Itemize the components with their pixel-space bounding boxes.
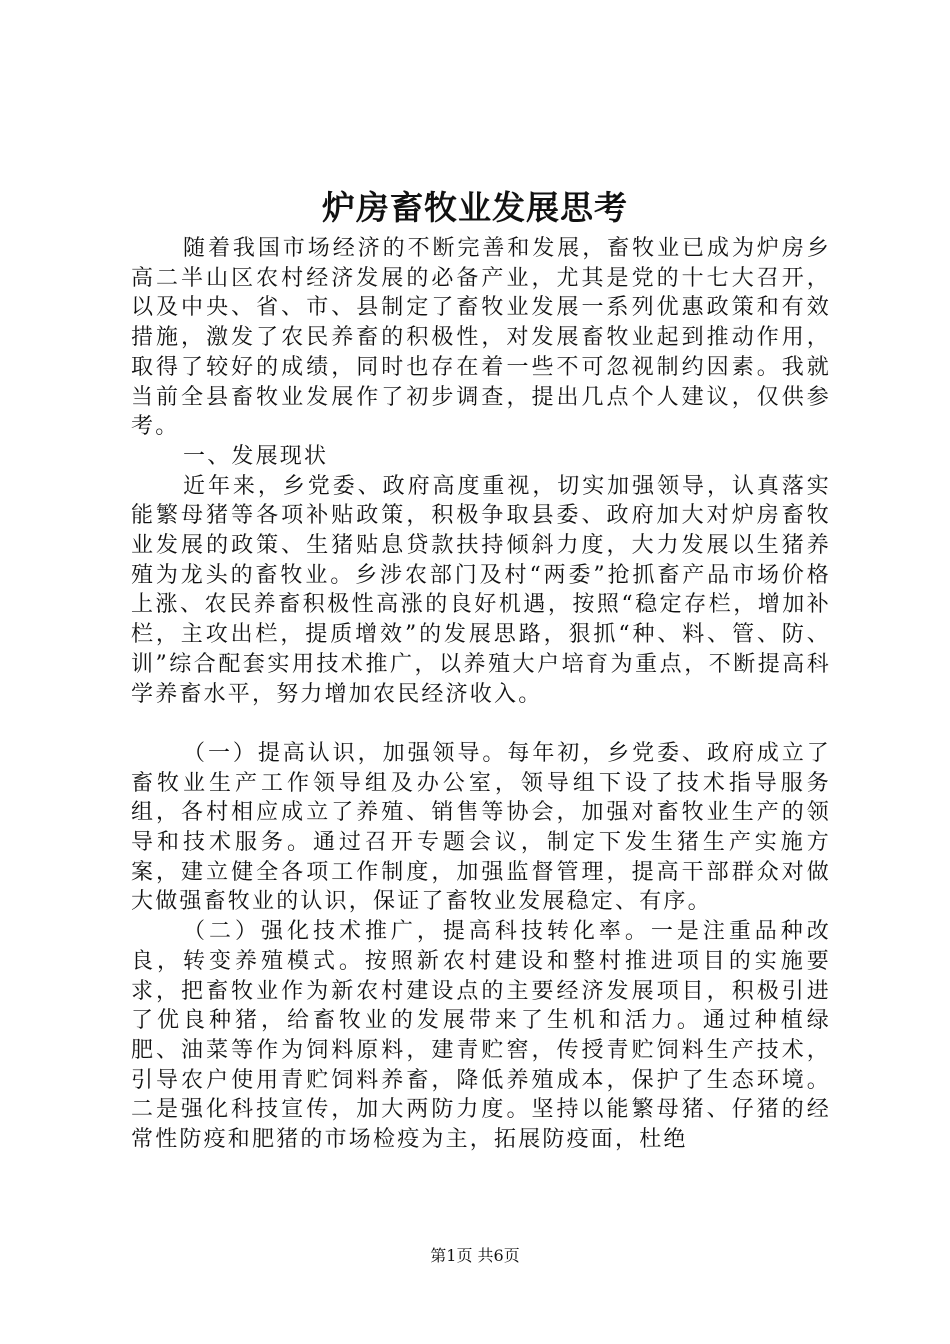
paragraph-status: 近年来，乡党委、政府高度重视，切实加强领导，认真落实能繁母猪等各项补贴政策，积极争取县委、政府加大对炉房畜牧业发展的政策、生猪贴息贷款扶持倾斜力度，大力发展以生猪养殖为龙头的畜牧业。乡涉农部门及村“两委”抢抓畜产品市场价格上涨、农民养畜积极性高涨的良好机遇，按照“稳定存栏，增加补栏，主攻出栏，提质增效”的发展思路，狠抓“种、料、管、防、训”综合配套实用技术推广，以养殖大户培育为重点，不断提高科学养畜水平，努力增加农民经济收入。 bbox=[131, 473, 831, 707]
document-title: 炉房畜牧业发展思考 bbox=[322, 188, 628, 227]
paragraph-intro: 随着我国市场经济的不断完善和发展，畜牧业已成为炉房乡高二半山区农村经济发展的必备产业，尤其是党的十七大召开，以及中央、省、市、县制定了畜牧业发展一系列优惠政策和有效措施，激发了农民养畜的积极性，对发展畜牧业起到推动作用，取得了较好的成绩，同时也存在着一些不可忽视制约因素。我就当前全县畜牧业发展作了初步调查，提出几点个人建议，仅供参考。 bbox=[131, 236, 831, 440]
document-body bbox=[131, 234, 831, 1155]
paragraph-leadership: （一）提高认识，加强领导。每年初，乡党委、政府成立了畜牧业生产工作领导组及办公室，领导组下设了技术指导服务组，各村相应成立了养殖、销售等协会，加强对畜牧业生产的领导和技术服务。通过召开专题会议，制定下发生猪生产实施方案，建立健全各项工作制度，加强监督管理，提高干部群众对做大做强畜牧业的认识，保证了畜牧业发展稳定、有序。 bbox=[131, 740, 831, 915]
page-footer: 第1页 共6页 bbox=[430, 1246, 520, 1265]
section-heading-status: 一、发展现状 bbox=[183, 443, 329, 469]
paragraph-technology: （二）强化技术推广，提高科技转化率。一是注重品种改良，转变养殖模式。按照新农村建设和整村推进项目的实施要求，把畜牧业作为新农村建设点的主要经济发展项目，积极引进了优良种猪，给畜牧业的发展带来了生机和活力。通过种植绿肥、油菜等作为饲料原料，建青贮窖，传授青贮饲料生产技术，引导农户使用青贮饲料养畜，降低养殖成本，保护了生态环境。二是强化科技宣传，加大两防力度。坚持以能繁母猪、仔猪的经常性防疫和肥猪的市场检疫为主，拓展防疫面，杜绝 bbox=[131, 919, 831, 1153]
